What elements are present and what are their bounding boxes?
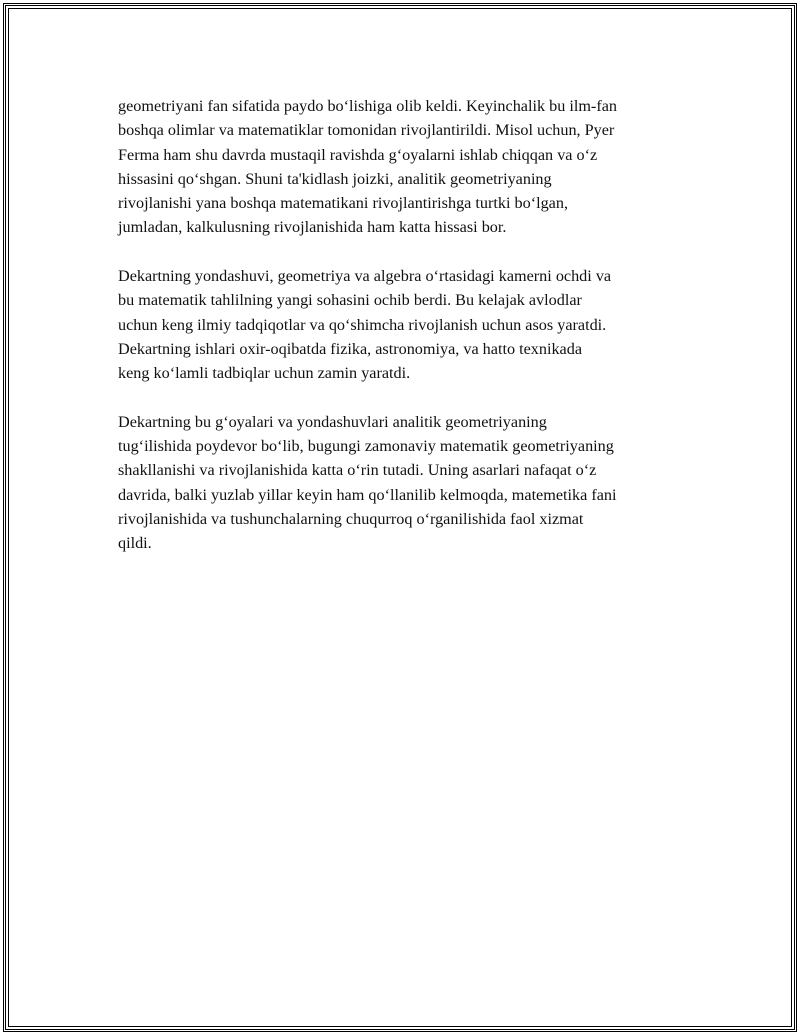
paragraph-line: tugʻilishida poydevor boʻlib, bugungi zamonaviy matematik geometriyaning: [118, 437, 614, 456]
paragraph-line: Ferma ham shu davrda mustaqil ravishda gʻoyalarni ishlab chiqqan va oʻz: [118, 145, 598, 164]
paragraph-line: bu matematik tahlilning yangi sohasini ochib berdi. Bu kelajak avlodlar: [118, 291, 582, 310]
paragraph-line: uchun keng ilmiy tadqiqotlar va qoʻshimcha rivojlanish uchun asos yaratdi.: [118, 315, 607, 334]
document-body: [118, 94, 698, 580]
paragraph-line: Dekartning ishlari oxir-oqibatda fizika, astronomiya, va hatto texnikada: [118, 339, 583, 358]
paragraph-line: jumladan, kalkulusning rivojlanishida ham katta hissasi bor.: [118, 218, 507, 237]
paragraph-2: [118, 264, 698, 385]
paragraph-3: [118, 410, 698, 556]
paragraph-line: hissasini qoʻshgan. Shuni ta'kidlash joizki, analitik geometriyaning: [118, 169, 552, 188]
paragraph-line: shakllanishi va rivojlanishida katta oʻrin tutadi. Uning asarlari nafaqat oʻz: [118, 461, 597, 480]
paragraph-line: rivojlanishi yana boshqa matematikani rivojlantirishga turtki boʻlgan,: [118, 194, 569, 213]
paragraph-line: keng koʻlamli tadbiqlar uchun zamin yaratdi.: [118, 364, 411, 383]
paragraph-line: davrida, balki yuzlab yillar keyin ham qoʻllanilib kelmoqda, matemetika fani: [118, 485, 617, 504]
paragraph-line: Dekartning bu gʻoyalari va yondashuvlari analitik geometriyaning: [118, 412, 547, 431]
paragraph-line: geometriyani fan sifatida paydo boʻlishiga olib keldi. Keyinchalik bu ilm-fan: [118, 97, 617, 115]
paragraph-line: qildi.: [118, 534, 152, 553]
paragraph-line: boshqa olimlar va matematiklar tomonidan rivojlantirildi. Misol uchun, Pyer: [118, 121, 615, 140]
paragraph-line: Dekartning yondashuvi, geometriya va algebra oʻrtasidagi kamerni ochdi va: [118, 267, 612, 286]
paragraph-line: rivojlanishida va tushunchalarning chuqurroq oʻrganilishida faol xizmat: [118, 510, 584, 529]
paragraph-1: [118, 94, 698, 240]
